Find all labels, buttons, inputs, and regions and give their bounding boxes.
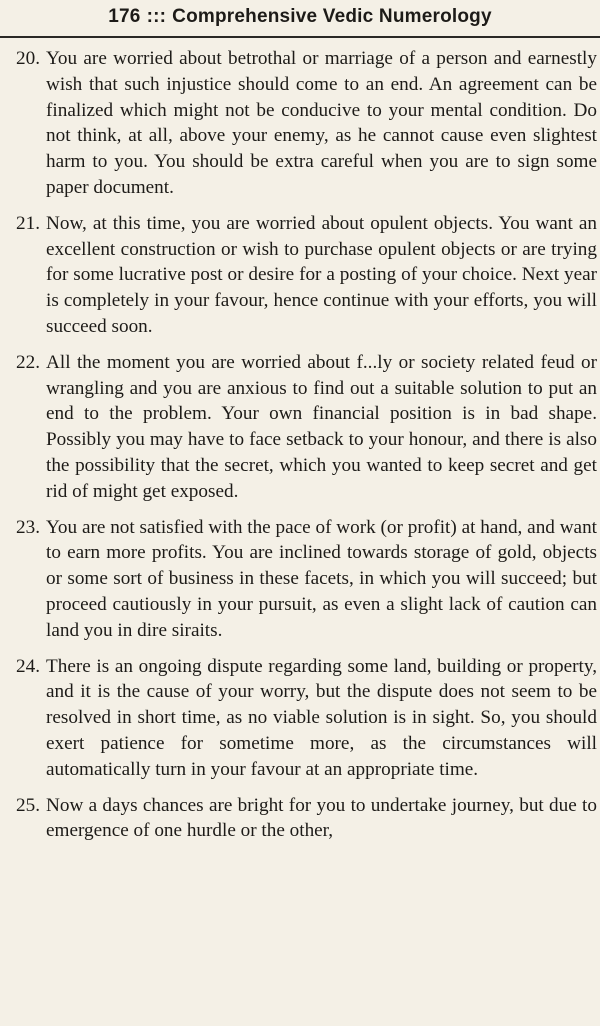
entry-number: 23. [16,516,40,538]
entry-text: Now a days chances are bright for you to undertake journey, but due to emergence of one hurdle or the other, [46,794,597,842]
list-item [0,654,600,783]
book-title: Comprehensive Vedic Numerology [172,6,492,27]
page-number: 176 [108,6,141,27]
entry-text: Now, at this time, you are worried about opulent objects. You want an excellent construction or wish to purchase opulent objects or are trying for some lucrative post or desire for a posting of your choice. Next year is completely in your favour, hence continue with your efforts, you will succeed soon. [46,212,597,337]
entry-number: 25. [16,794,40,816]
entry-text: There is an ongoing dispute regarding some land, building or property, and it is the cause of your worry, but the dispute does not seem to be resolved in short time, as no viable solution is in sight. So, you should exert patience for sometime more, as the circumstances will automatically turn in your favour at an appropriate time. [46,655,597,780]
entry-text: You are not satisfied with the pace of work (or profit) at hand, and want to earn more profits. You are inclined towards storage of gold, objects or some sort of business in these facets, in which you will succeed; but proceed cautiously in your pursuit, as even a slight lack of caution can land you in dire siraits. [46,516,597,641]
list-item [0,211,600,340]
list-item [0,515,600,644]
entry-number: 21. [16,212,40,234]
entry-number: 22. [16,351,40,373]
list-item [0,793,600,845]
header-rule [0,36,600,38]
entry-list [0,46,600,854]
list-item [0,350,600,505]
entry-text: You are worried about betrothal or marriage of a person and earnestly wish that such injustice should come to an end. An agreement can be finalized which might not be conducive to your mental condition. Do not think, at all, above your enemy, as he cannot cause even slightest harm to you. You should be extra careful when you are to sign some paper document. [46,48,597,198]
list-item [0,46,600,201]
header-separator: ::: [146,6,167,27]
entry-number: 20. [16,48,40,69]
entry-number: 24. [16,655,40,677]
running-header [0,0,600,34]
entry-text: All the moment you are worried about f...ly or society related feud or wrangling and you are anxious to find out a suitable solution to put an end to the problem. Your own financial position is in bad shape. Possibly you may have to face setback to your honour, and there is also the possibility that the secret, which you wanted to keep secret and get rid of might get exposed. [46,351,597,502]
